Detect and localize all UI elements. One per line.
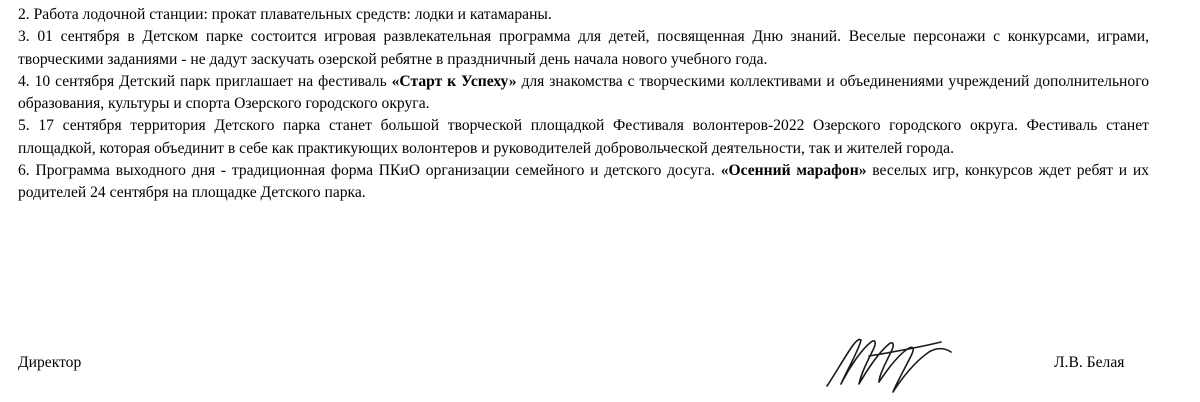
paragraph-5: 5. 17 сентября территория Детского парка станет большой творческой площадкой Фестиваля волонтеров-2022 Озерского городского округа. Фестиваль станет площадкой, которая объединит в себе как практикующих волонтеров и руководителей добровольческой деятельности, так и жителей города. bbox=[18, 117, 1149, 157]
paragraph-2: 2. Работа лодочной станции: прокат плавательных средств: лодки и катамараны. bbox=[18, 6, 552, 23]
signatory-name: Л.В. Белая bbox=[1054, 354, 1125, 371]
paragraph-6-text-start: 6. Программа выходного дня - традиционная форма ПКиО организации семейного и детского досуга. bbox=[18, 162, 721, 180]
festival-name-start-to-success: «Старт к Успеху» bbox=[391, 72, 517, 90]
paragraph-4-text-start: 4. 10 сентября Детский парк приглашает на фестиваль bbox=[18, 72, 392, 90]
paragraph-6-text-end: веселых игр, конкурсов ждет ребят и их родителей 24 сентября на площадке Детского парка. bbox=[18, 162, 1149, 202]
paragraph-3: 3. 01 сентября в Детском парке состоится игровая развлекательная программа для детей, посвященная Дню знаний. Веселые персонажи с конкурсами, играми, творческими заданиями - не дадут заскучать озерской ребятне в праздничный день начала нового учебного года. bbox=[18, 28, 1149, 68]
paragraph-6 bbox=[18, 160, 1149, 205]
event-name-autumn-marathon: «Осенний марафон» bbox=[720, 162, 867, 180]
paragraph-4-text-end: для знакомства с творческими коллективами и объединениями учреждений дополнительного образования, культуры и спорта Озерского городского округа. bbox=[18, 72, 1150, 113]
signature-block bbox=[18, 352, 1149, 392]
signatory-title: Директор bbox=[18, 354, 82, 371]
document-body bbox=[18, 4, 1149, 205]
paragraph-4 bbox=[18, 71, 1149, 116]
handwritten-signature bbox=[813, 326, 963, 396]
